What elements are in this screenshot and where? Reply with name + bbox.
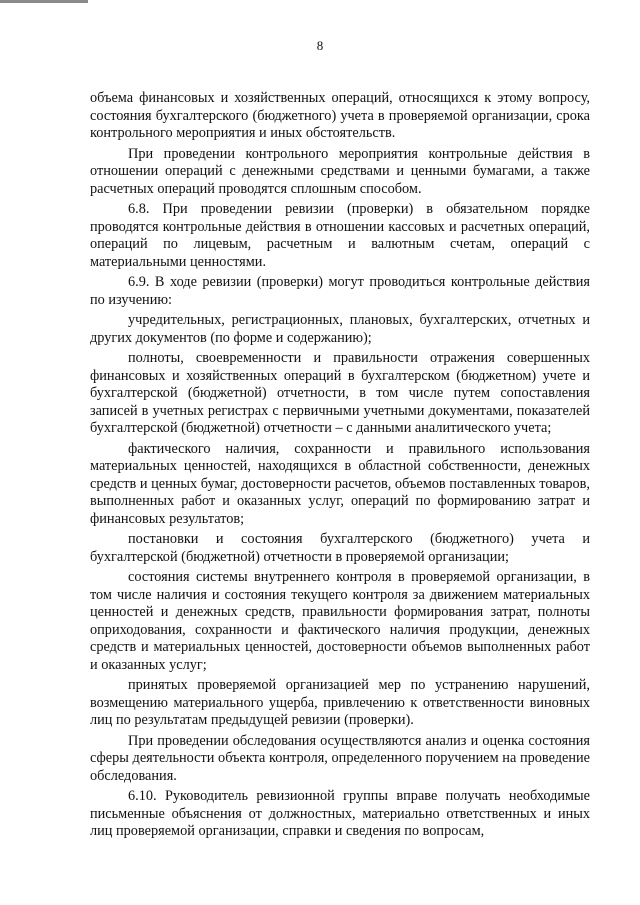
paragraph: состояния системы внутреннего контроля в проверяемой организации, в том числе наличия и состояния текущего контроля за движением материальных ценностей и денежных средств, правильности формирования затрат, полноты оприходования, сохранности и фактического наличия продукции, денежных средств и материальных ценностей, достоверности объемов выполненных работ и оказанных услуг; [90, 569, 590, 673]
paragraph: 6.9. В ходе ревизии (проверки) могут проводиться контрольные действия по изучению: [90, 274, 590, 308]
document-body [90, 90, 590, 844]
paragraph: 6.8. При проведении ревизии (проверки) в обязательном порядке проводятся контрольные действия в отношении кассовых и расчетных операций, операций по лицевым, расчетным и валютным счетам, операций с материальными ценностями. [90, 201, 590, 270]
paragraph: полноты, своевременности и правильности отражения совершенных финансовых и хозяйственных операций в бухгалтерском (бюджетном) учете и бухгалтерской (бюджетной) отчетности, в том числе путем сопоставления записей в учетных регистрах с первичными учетными документами, показателей бухгалтерской (бюджетной) отчетности – с данными аналитического учета; [90, 350, 590, 436]
paragraph: При проведении контрольного мероприятия контрольные действия в отношении операций с денежными средствами и ценными бумагами, а также расчетных операций проводятся сплошным способом. [90, 145, 590, 197]
paragraph: 6.10. Руководитель ревизионной группы вправе получать необходимые письменные объяснения от должностных, материально ответственных и иных лиц проверяемой организации, справки и сведения по вопросам, [90, 788, 590, 839]
page-number: 8 [316, 38, 324, 53]
paragraph: учредительных, регистрационных, плановых, бухгалтерских, отчетных и других документов (по форме и содержанию); [90, 312, 590, 346]
paragraph: объема финансовых и хозяйственных операций, относящихся к этому вопросу, состояния бухгалтерского (бюджетного) учета в проверяемой организации, срока контрольного мероприятия и иных обстоятельств. [90, 90, 590, 141]
paragraph: При проведении обследования осуществляются анализ и оценка состояния сферы деятельности объекта контроля, определенного поручением на проведение обследования. [90, 732, 590, 784]
paragraph: постановки и состояния бухгалтерского (бюджетного) учета и бухгалтерской (бюджетной) отчетности в проверяемой организации; [90, 531, 590, 565]
scan-edge-mark [0, 0, 88, 3]
paragraph: принятых проверяемой организацией мер по устранению нарушений, возмещению материального ущерба, привлечению к ответственности виновных лиц по результатам предыдущей ревизии (проверки). [90, 677, 590, 728]
paragraph: фактического наличия, сохранности и правильного использования материальных ценностей, находящихся в областной собственности, денежных средств и ценных бумаг, достоверности расчетов, объемов поставленных товаров, выполненных работ и оказанных услуг, операций по формированию затрат и финансовых результатов; [90, 440, 590, 527]
